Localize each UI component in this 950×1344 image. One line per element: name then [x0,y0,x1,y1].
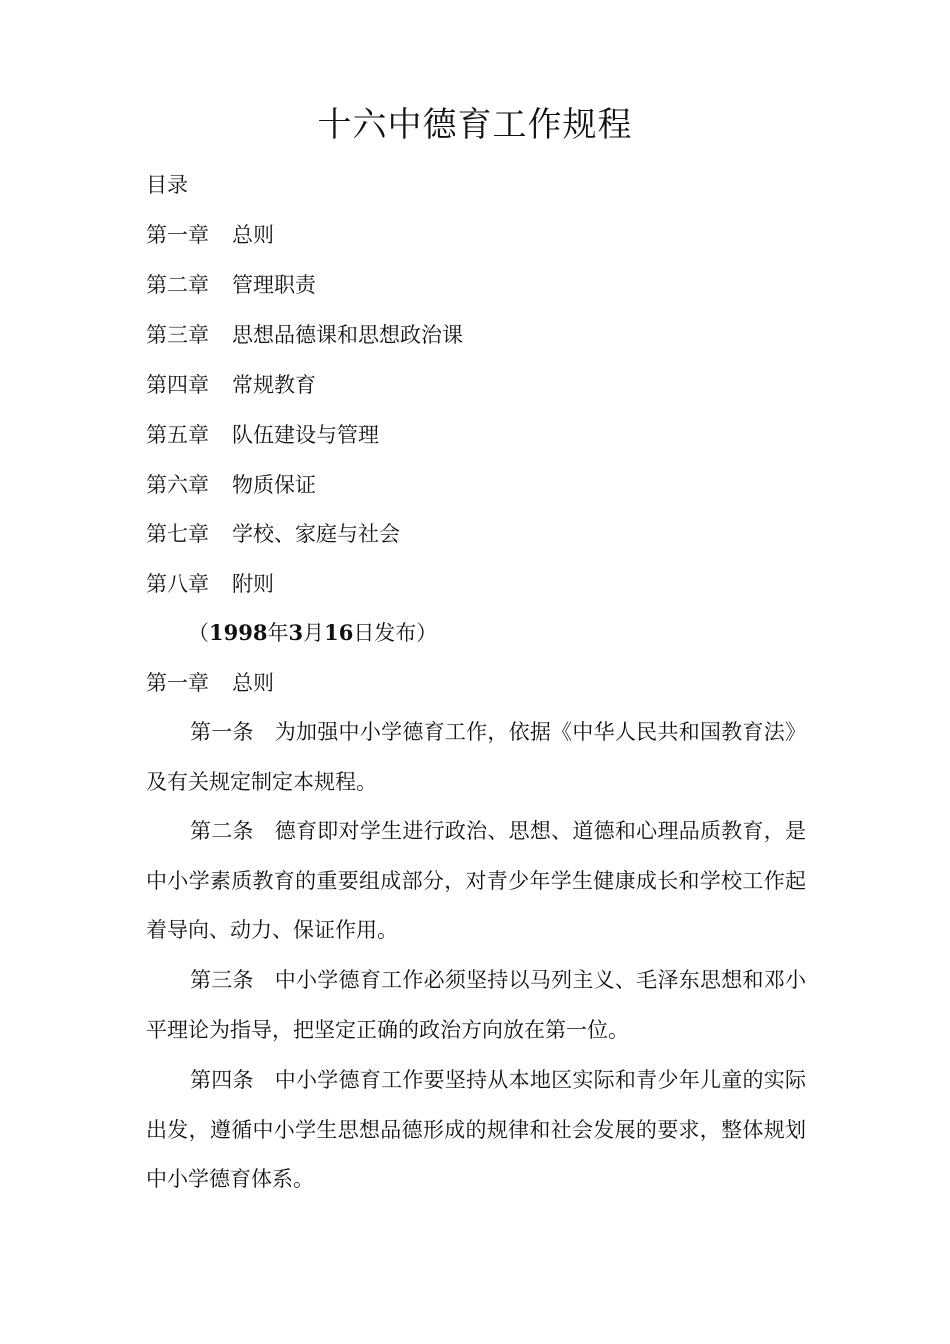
toc-chapter-title: 附则 [232,572,274,596]
publish-date: （1998年3月16日发布） [188,620,438,645]
toc-chapter-number: 第三章 [146,323,209,347]
toc-item-6[interactable] [146,470,316,500]
toc-item-8[interactable] [146,569,274,599]
toc-item-4[interactable] [146,370,316,400]
toc-chapter-title: 管理职责 [232,273,316,297]
toc-item-3[interactable] [146,320,463,350]
toc-chapter-number: 第二章 [146,273,209,297]
toc-item-1[interactable] [146,220,274,250]
toc-chapter-title: 常规教育 [232,373,316,397]
toc-chapter-number: 第一章 [146,223,209,247]
toc-item-5[interactable] [146,420,379,450]
article-paragraph [146,708,806,807]
toc-chapter-title: 学校、家庭与社会 [232,522,400,546]
article-label: 第四条 [190,1068,254,1092]
toc-chapter-title: 队伍建设与管理 [232,423,379,447]
toc-chapter-number: 第八章 [146,572,209,596]
article-paragraph [146,1056,806,1205]
toc-chapter-number: 第六章 [146,473,209,497]
document-title: 十六中德育工作规程 [317,105,633,145]
article-paragraph [146,956,806,1055]
toc-chapter-title: 总则 [232,223,274,247]
toc-item-7[interactable] [146,519,400,549]
toc-chapter-number: 第七章 [146,522,209,546]
toc-chapter-number: 第五章 [146,423,209,447]
article-text: 中小学德育工作必须坚持以马列主义、毛泽东思想和邓小平理论为指导，把坚定正确的政治方向放在第一位。 [146,968,807,1042]
toc-chapter-title: 物质保证 [232,473,316,497]
article-text: 德育即对学生进行政治、思想、道德和心理品质教育，是中小学素质教育的重要组成部分，对青少年学生健康成长和学校工作起着导向、动力、保证作用。 [146,819,807,943]
article-paragraph [146,807,806,956]
chapter-title: 总则 [232,671,274,695]
toc-item-2[interactable] [146,270,316,300]
article-label: 第一条 [190,720,254,744]
article-text: 中小学德育工作要坚持从本地区实际和青少年儿童的实际出发，遵循中小学生思想品德形成的规律和社会发展的要求，整体规划中小学德育体系。 [146,1068,807,1192]
toc-chapter-title: 思想品德课和思想政治课 [232,323,463,347]
article-label: 第二条 [190,819,254,843]
chapter-number: 第一章 [146,671,209,695]
article-label: 第三条 [190,968,254,992]
chapter-heading [146,668,274,698]
toc-heading: 目录 [146,173,188,197]
toc-chapter-number: 第四章 [146,373,209,397]
article-text: 为加强中小学德育工作，依据《中华人民共和国教育法》及有关规定制定本规程。 [146,720,807,794]
